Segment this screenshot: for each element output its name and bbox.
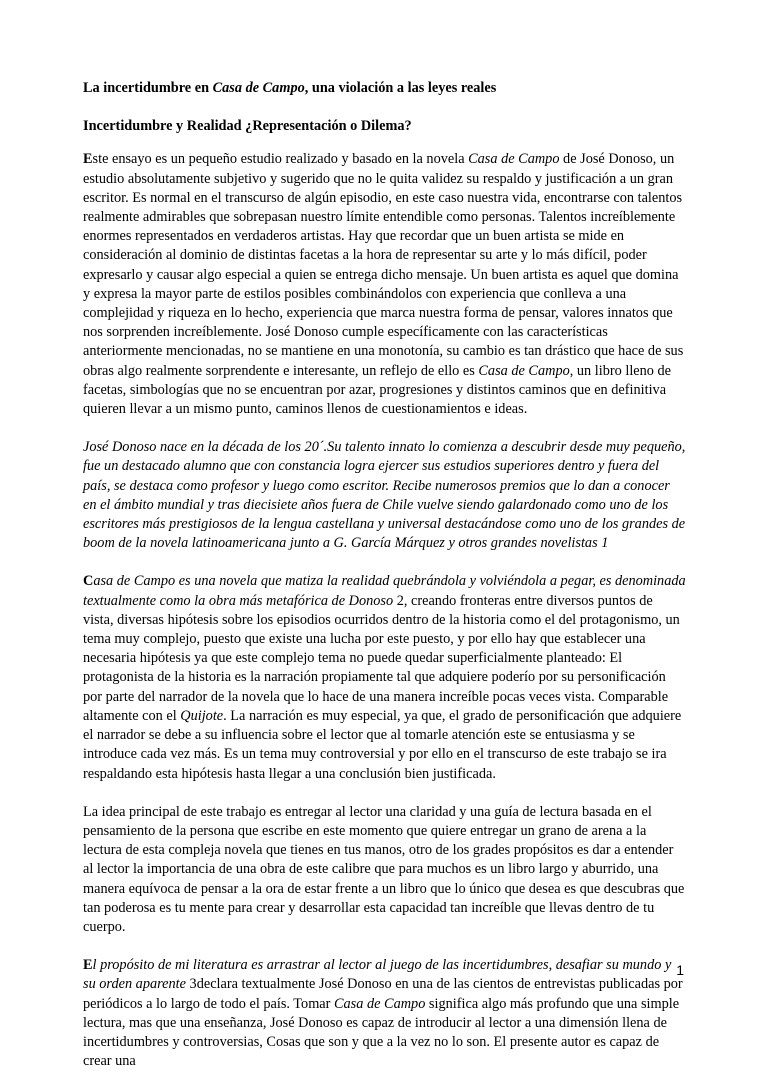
paragraph-author-bio: José Donoso nace en la década de los 20´.Su talento innato lo comienza a descubrir desde muy pequeño, fue un destacado alumno que con constancia logra ejercer sus estudios superiores dentro y fuera del país, se destaca como profesor y luego como escritor. Recibe numerosos premios que lo dan a conocer en el ámbito mundial y tras diecisiete años fuera de Chile vuelve siendo galardonado como uno de los escritores más prestigiosos de la lengua castellana y universal destacándose como uno de los grandes de boom de la novela latinoamericana junto a G. García Márquez y otros grandes novelistas 1 — [83, 439, 686, 552]
paragraph-main-idea: La idea principal de este trabajo es entregar al lector una claridad y una guía de lectura basada en el pensamiento de la persona que escribe en este momento que quiere entregar un grano de arena a la lectura de esta compleja novela que tienes en tus manos, otro de los grades propósitos es dar a entender al lector la importancia de una obra de este calibre que para muchos es un libro largo y aburrido, una manera equívoca de pensar a la ora de estar frente a un libro que lo único que desea es que descubras que tan poderosa es tu mente para crear y desarrollar esta capacidad tan increíble que llevas dentro de tu cuerpo. — [83, 803, 685, 935]
document-body — [83, 79, 686, 1090]
paragraph-novel-description: Casa de Campo es una novela que matiza la realidad quebrándola y volviéndola a pegar, es denominada textualmente como la obra más metafórica de Donoso 2, creando fronteras entre diversos puntos de vista, diversas hipótesis sobre los episodios ocurridos dentro de la historia como el del protagonismo, un tema muy complejo, puesto que existe una lucha por este puesto, y por ello hay que establecer una necesaria hipótesis ya que este complejo tema no puede quedar superficialmente planteado: El protagonista de la historia es la narración propiamente tal que adquiere poderío por su personificación por parte del narrador de la novela que lo hace de una manera increíble pocas veces vista. Comparable altamente con el Quijote. La narración es muy especial, ya que, el grado de personificación que adquiere el narrador se debe a su influencia sobre el lector que al tomarle atención este se entusiasma y se introduce cada vez más. Es un tema muy controversial y por ello en el transcurso de este trabajo se ira respaldando esta hipótesis hasta llegar a una conclusión bien justificada. — [83, 573, 686, 782]
paragraph-intro: Este ensayo es un pequeño estudio realizado y basado en la novela Casa de Campo de José Donoso, un estudio absolutamente subjetivo y sugerido que no le quita validez su respaldo y justificación a un gran escritor. Es normal en el transcurso de algún episodio, en este caso nuestra vida, encontrarse con talentos realmente admirables que sobrepasan nuestro límite entendible como personas. Talentos increíblemente enormes representados en verdaderos artistas. Hay que recordar que un buen artista se mide en consideración al dominio de distintas facetas a la hora de representar su arte y lo más difícil, poder expresarlo y causar algo especial a quien se entrega dicho mensaje. Un buen artista es aquel que domina y expresa la mayor parte de estilos posibles combinándolos con experiencia que conlleva a una complejidad y riqueza en lo hecho, experiencia que marca nuestra forma de pensar, valores innatos que nos sorprenden increíblemente. José Donoso cumple específicamente con las características anteriormente mencionadas, no se mantiene en una monotonía, su cambio es tan drástico que hace de sus obras algo realmente sorprendente e interesante, un reflejo de ello es Casa de Campo, un libro lleno de facetas, simbologías que no se encuentran por azar, progresiones y distintos caminos que en definitiva quieren llevar a un mismo punto, caminos llenos de cuestionamientos e ideas. — [83, 151, 684, 418]
essay-subtitle: Incertidumbre y Realidad ¿Representación o Dilema? — [83, 118, 412, 135]
paragraph-purpose: El propósito de mi literatura es arrastrar al lector al juego de las incertidumbres, desafiar su mundo y su orden aparente 3declara textualmente José Donoso en una de las cientos de entrevistas publicadas por periódicos a lo largo de todo el país. Tomar Casa de Campo significa algo más profundo que una simple lectura, mas que una enseñanza, José Donoso es capaz de introducir al lector a una dimensión llena de incertidumbres y controversias, Cosas que son y que a la vez no lo son. El presente autor es capaz de crear una — [83, 957, 683, 1070]
page-number: 1 — [676, 962, 684, 978]
essay-title: La incertidumbre en Casa de Campo, una violación a las leyes reales — [83, 80, 497, 96]
